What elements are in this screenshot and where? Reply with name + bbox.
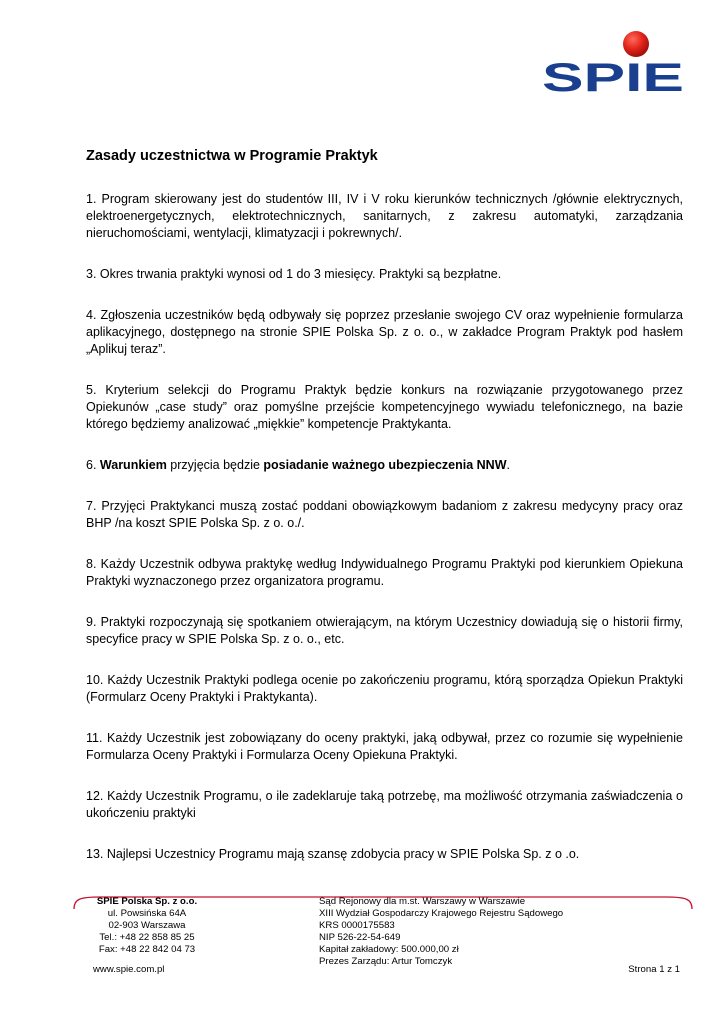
rule-4: 4. Zgłoszenia uczestników będą odbywały się poprzez przesłanie swojego CV oraz wypełnienie formularza aplikacyjnego, dostępnego na stronie SPIE Polska Sp. z o. o., w zakładce Program Praktyk pod hasłem „Aplikuj teraz”.	[86, 308, 683, 356]
page-title: Zasady uczestnictwa w Programie Praktyk	[86, 148, 378, 164]
footer-fax: Fax: +48 22 842 04 73	[98, 944, 196, 955]
footer-ceo: Prezes Zarządu: Artur Tomczyk	[319, 956, 453, 967]
spie-logo	[540, 28, 688, 96]
rule-11: 11. Każdy Uczestnik jest zobowiązany do oceny praktyki, jaką odbywał, przez co rozumie się wypełnienie Formularza Oceny Praktyki i Formularza Oceny Opiekuna Praktyki.	[86, 731, 683, 762]
footer-company-name: SPIE Polska Sp. z o.o.	[96, 896, 198, 907]
footer-phone: Tel.: +48 22 858 85 25	[99, 932, 195, 943]
rules-list	[86, 191, 683, 887]
rule-9: 9. Praktyki rozpoczynają się spotkaniem otwierającym, na którym Uczestnicy dowiadują się o historii firmy, specyfice pracy w SPIE Polska Sp. z o. o., etc.	[86, 615, 683, 646]
logo-red-dot	[623, 31, 649, 57]
rule-12: 12. Każdy Uczestnik Programu, o ile zadeklaruje taką potrzebę, ma możliwość otrzymania zaświadczenia o ukończeniu praktyki	[86, 789, 683, 820]
rule-6-bold-insurance: posiadanie ważnego ubezpieczenia NNW	[263, 458, 507, 472]
footer-registry-info	[319, 896, 619, 968]
footer-address-city: 02-903 Warszawa	[108, 920, 186, 931]
rule-6-bold-condition: Warunkiem	[99, 458, 167, 472]
rule-5: 5. Kryterium selekcji do Programu Praktyk będzie konkurs na rozwiązanie przygotowanego przez Opiekunów „case study” oraz pomyślne przejście kompetencyjnego wywiadu telefonicznego, na bazie którego będziemy analizować „miękkie” kompetencje Praktykanta.	[86, 383, 683, 431]
rule-6-text: przyjęcia będzie	[166, 458, 264, 472]
footer-capital: Kapitał zakładowy: 500.000,00 zł	[319, 944, 459, 955]
rule-13: 13. Najlepsi Uczestnicy Programu mają szansę zdobycia pracy w SPIE Polska Sp. z o .o.	[86, 847, 580, 861]
rule-1: 1. Program skierowany jest do studentów III, IV i V roku kierunków technicznych /głównie elektrycznych, elektroenergetycznych, elektrotechnicznych, sanitarnych, z zakresu automatyki, zarządzania nieruchomościami, wentylacji, klimatyzacji i pokrewnych/.	[86, 192, 683, 240]
rule-6	[86, 457, 683, 474]
spie-logo-graphic	[540, 28, 688, 96]
footer-nip: NIP 526-22-54-649	[319, 932, 401, 943]
rule-10: 10. Każdy Uczestnik Praktyki podlega ocenie po zakończeniu programu, którą sporządza Opiekun Praktyki (Formularz Oceny Praktyki i Praktykanta).	[86, 673, 683, 704]
footer-division: XIII Wydział Gospodarczy Krajowego Rejestru Sądowego	[319, 908, 564, 919]
rule-3: 3. Okres trwania praktyki wynosi od 1 do 3 miesięcy. Praktyki są bezpłatne.	[86, 267, 502, 281]
rule-6-end: .	[506, 458, 510, 472]
footer-krs: KRS 0000175583	[319, 920, 395, 931]
footer-website-link[interactable]: www.spie.com.pl	[93, 964, 165, 975]
footer-company-info	[86, 896, 208, 956]
page-number: Strona 1 z 1	[628, 964, 680, 975]
rule-8: 8. Każdy Uczestnik odbywa praktykę według Indywidualnego Programu Praktyki pod kierunkiem Opiekuna Praktyki wyznaczonego przez organizatora programu.	[86, 557, 683, 588]
rule-7: 7. Przyjęci Praktykanci muszą zostać poddani obowiązkowym badaniom z zakresu medycyny pracy oraz BHP /na koszt SPIE Polska Sp. z o. o./.	[86, 499, 683, 530]
logo-text: SPIE	[542, 56, 684, 96]
footer-address-street: ul. Powsińska 64A	[107, 908, 187, 919]
footer-court: Sąd Rejonowy dla m.st. Warszawy w Warszawie	[319, 896, 526, 907]
rule-6-number: 6.	[86, 458, 100, 472]
